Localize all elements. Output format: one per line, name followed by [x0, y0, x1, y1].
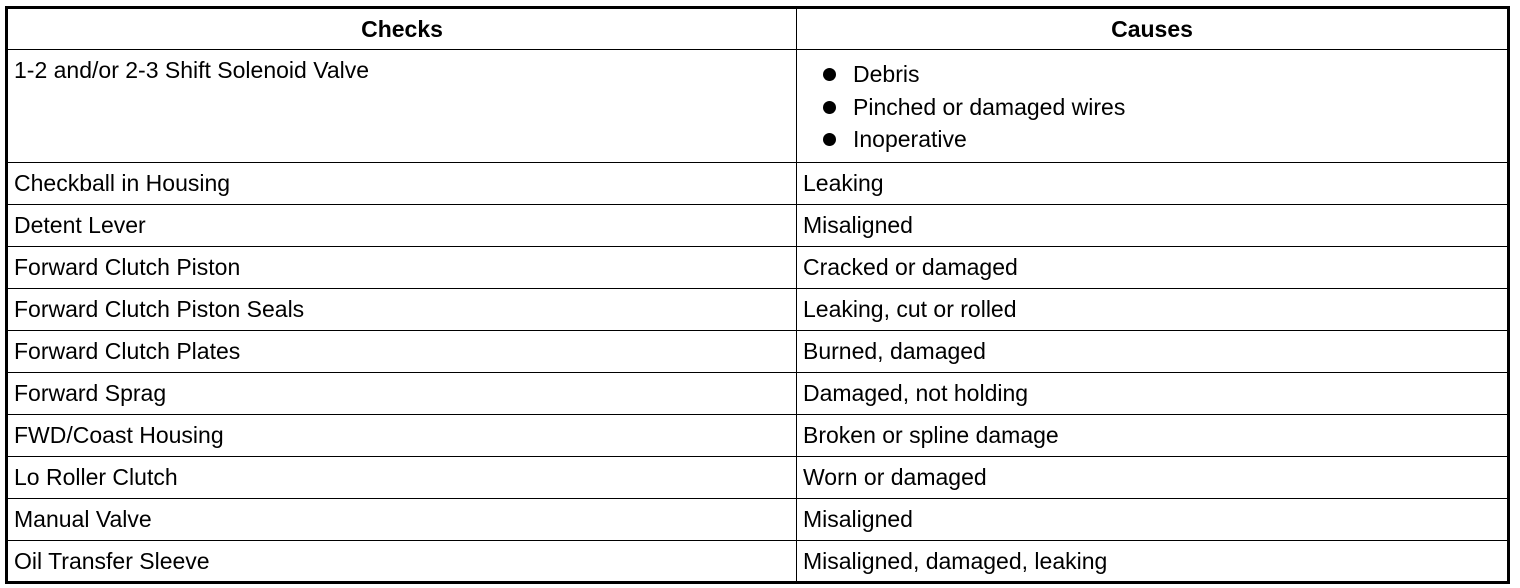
- table-row: [7, 330, 1509, 372]
- checks-causes-table: [5, 6, 1510, 584]
- check-cell: Forward Sprag: [7, 372, 797, 414]
- check-cell: Forward Clutch Piston: [7, 246, 797, 288]
- header-checks: Checks: [7, 8, 797, 50]
- table-row: [7, 204, 1509, 246]
- check-cell: Lo Roller Clutch: [7, 456, 797, 498]
- check-cell: Forward Clutch Piston Seals: [7, 288, 797, 330]
- table-row: [7, 498, 1509, 540]
- table-row: [7, 372, 1509, 414]
- cause-text: Debris: [853, 61, 920, 87]
- check-cell: Oil Transfer Sleeve: [7, 540, 797, 582]
- cause-cell: Damaged, not holding: [797, 372, 1509, 414]
- list-item: [819, 58, 1501, 91]
- header-causes: Causes: [797, 8, 1509, 50]
- table-row: [7, 288, 1509, 330]
- check-cell: 1-2 and/or 2-3 Shift Solenoid Valve: [7, 50, 797, 163]
- cause-cell: Cracked or damaged: [797, 246, 1509, 288]
- check-cell: Checkball in Housing: [7, 162, 797, 204]
- cause-cell: Broken or spline damage: [797, 414, 1509, 456]
- cause-cell: Worn or damaged: [797, 456, 1509, 498]
- cause-cell: [797, 50, 1509, 163]
- list-item: [819, 91, 1501, 124]
- table-header-row: [7, 8, 1509, 50]
- table-row: [7, 540, 1509, 582]
- cause-cell: Misaligned, damaged, leaking: [797, 540, 1509, 582]
- cause-text: Pinched or damaged wires: [853, 93, 1126, 120]
- causes-list: [803, 54, 1501, 160]
- cause-cell: Misaligned: [797, 498, 1509, 540]
- bullet-icon: [823, 68, 836, 81]
- check-cell: Detent Lever: [7, 204, 797, 246]
- table-row: [7, 246, 1509, 288]
- bullet-icon: [823, 133, 836, 146]
- check-cell: Manual Valve: [7, 498, 797, 540]
- table-row: [7, 50, 1509, 163]
- check-cell: FWD/Coast Housing: [7, 414, 797, 456]
- check-cell: Forward Clutch Plates: [7, 330, 797, 372]
- list-item: [819, 123, 1501, 156]
- table-row: [7, 414, 1509, 456]
- bullet-icon: [823, 101, 836, 114]
- cause-cell: Misaligned: [797, 204, 1509, 246]
- cause-cell: Leaking: [797, 162, 1509, 204]
- cause-text: Inoperative: [853, 126, 967, 152]
- table-row: [7, 456, 1509, 498]
- table-row: [7, 162, 1509, 204]
- checks-causes-table-container: [5, 6, 1507, 584]
- cause-cell: Leaking, cut or rolled: [797, 288, 1509, 330]
- cause-cell: Burned, damaged: [797, 330, 1509, 372]
